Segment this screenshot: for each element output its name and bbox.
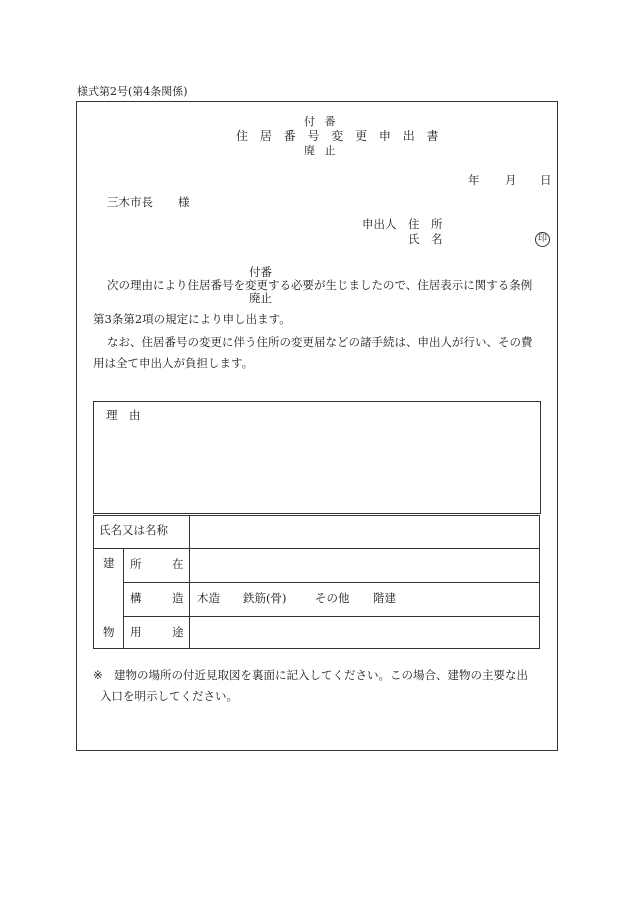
body-option-top: 付番	[249, 265, 272, 279]
building-label-bottom: 物	[103, 625, 115, 639]
structure-option-steel[interactable]: 鉄筋(骨)	[243, 591, 287, 605]
applicant-name-label: 氏 名	[408, 232, 443, 246]
reason-label: 理 由	[106, 408, 141, 422]
body-paragraph-2-line-2: 用は全て申出人が負担します。	[93, 356, 254, 370]
date-month-label: 月	[505, 173, 517, 187]
title-option-top: 付 番	[304, 115, 339, 128]
building-label-top: 建	[103, 556, 115, 570]
body-paragraph-1-line-2: 第3条第2項の規定により申し出ます。	[93, 312, 291, 326]
note-line-2: 入口を明示してください。	[100, 689, 238, 703]
structure-label-2: 造	[172, 591, 184, 605]
use-label-1: 用	[130, 625, 142, 639]
location-label-2: 在	[172, 557, 184, 571]
column-divider	[123, 548, 124, 649]
building-table	[93, 515, 540, 649]
date-day-label: 日	[540, 173, 552, 187]
structure-field[interactable]	[189, 582, 540, 616]
note-mark: ※	[93, 668, 103, 682]
addressee-honorific: 様	[178, 195, 190, 209]
seal-mark: 印	[535, 232, 550, 247]
body-paragraph-1-line-1: 次の理由により住居番号を変更する必要が生じましたので、住居表示に関する条例	[107, 278, 533, 292]
use-label-2: 途	[172, 625, 184, 639]
structure-option-other[interactable]: その他	[315, 591, 350, 605]
structure-option-wood[interactable]: 木造	[197, 591, 220, 605]
date-year-label: 年	[468, 173, 480, 187]
body-option-bottom: 廃止	[249, 291, 272, 305]
addressee-name: 三木市長	[107, 195, 153, 209]
location-label-1: 所	[130, 557, 142, 571]
structure-floors: 階建	[373, 591, 396, 605]
applicant-address-label: 住 所	[408, 217, 443, 231]
body-paragraph-2-line-1: なお、住居番号の変更に伴う住所の変更届などの諸手続は、申出人が行い、その費	[107, 335, 533, 349]
title-option-bottom: 廃 止	[304, 144, 339, 157]
owner-name-field[interactable]	[189, 515, 540, 548]
structure-label-1: 構	[130, 591, 142, 605]
owner-name-label: 氏名又は名称	[99, 523, 168, 537]
reason-box[interactable]	[93, 401, 541, 514]
note-line-1: 建物の場所の付近見取図を裏面に記入してください。この場合、建物の主要な出	[114, 668, 528, 682]
use-field[interactable]	[189, 616, 540, 649]
form-number-label: 様式第2号(第4条関係)	[77, 85, 188, 98]
location-field[interactable]	[189, 548, 540, 582]
applicant-label: 申出人	[362, 217, 397, 231]
form-title: 住 居 番 号 変 更 申 出 書	[236, 129, 443, 143]
